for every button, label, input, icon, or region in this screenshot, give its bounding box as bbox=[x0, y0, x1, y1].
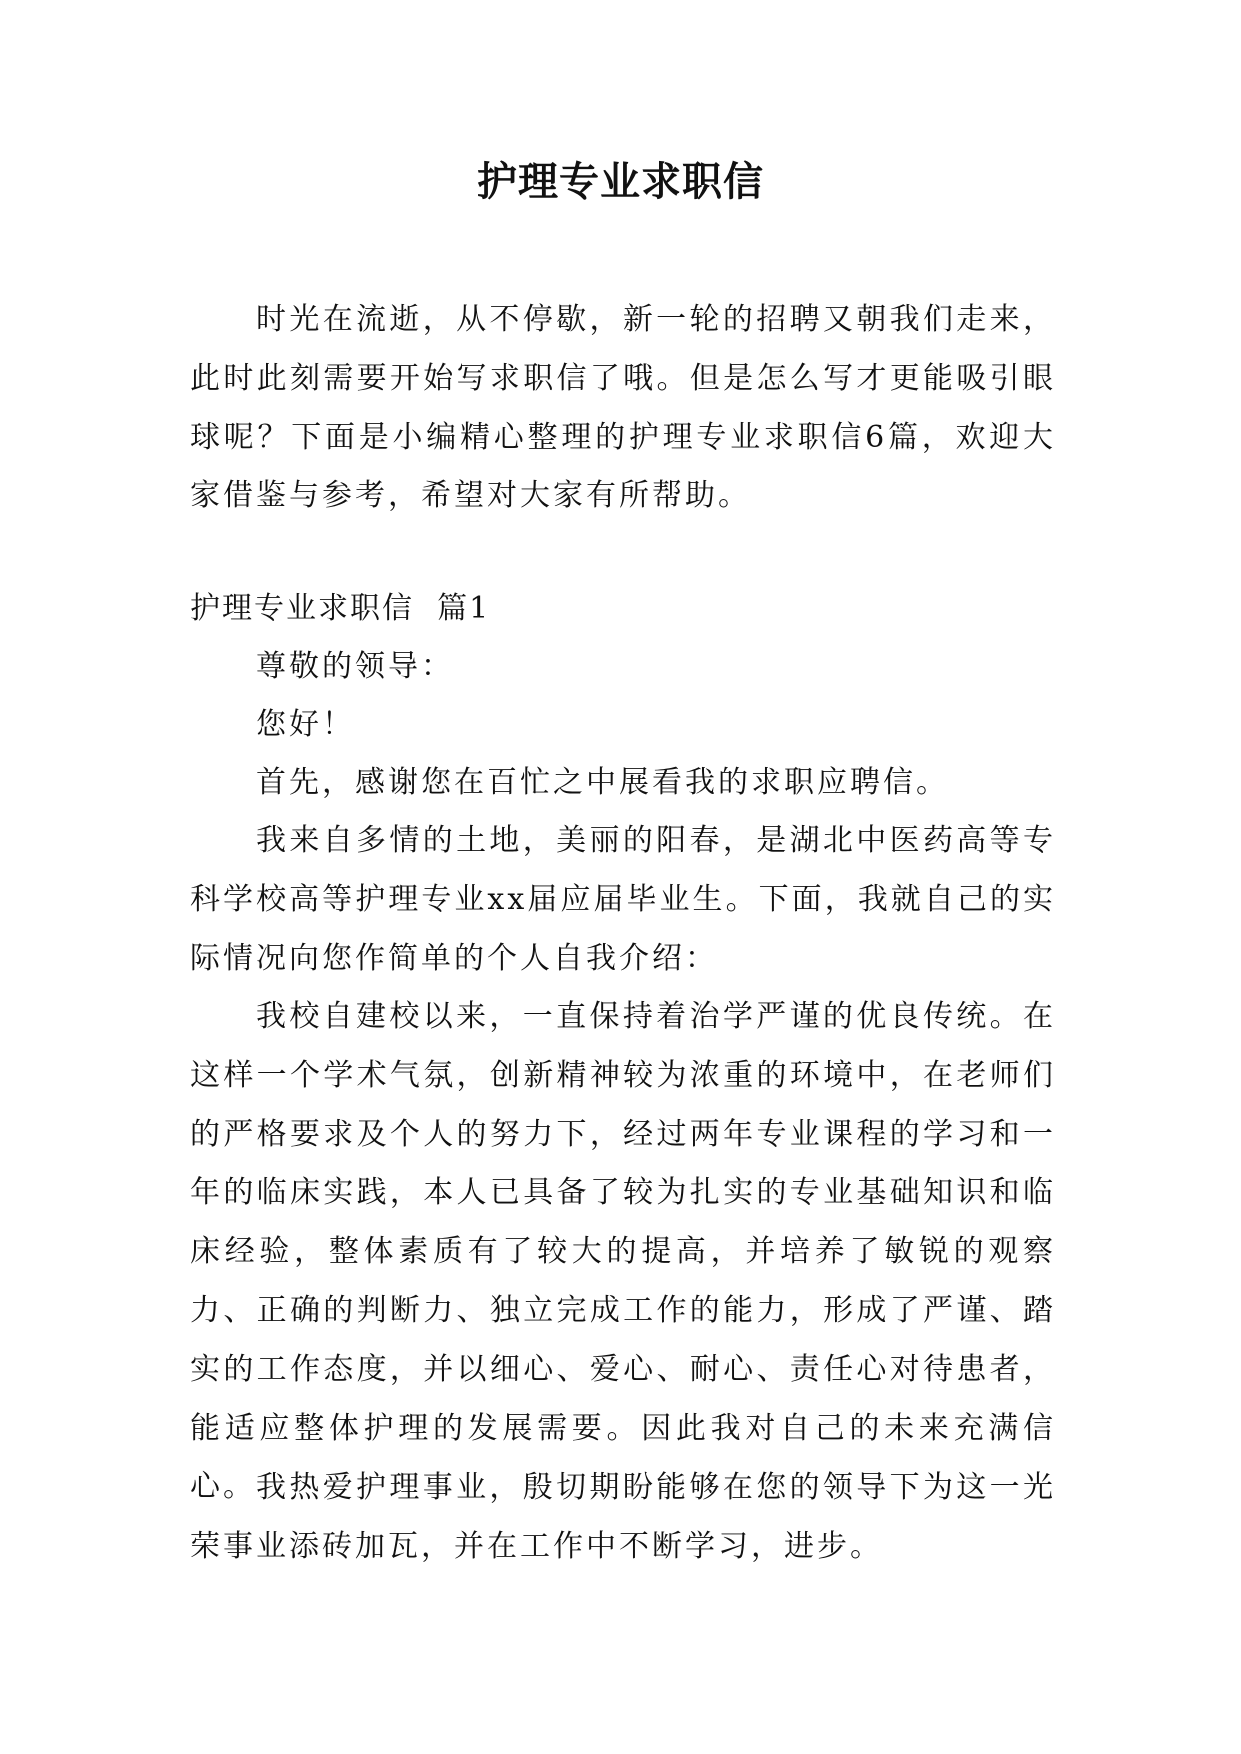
body-paragraph-4: 我热爱护理事业，殷切期盼能够在您的领导下为这一光荣事业添砖加瓦，并在工作中不断学习，进步。 bbox=[190, 1470, 1056, 1564]
body-paragraph-1: 首先，感谢您在百忙之中展看我的求职应聘信。 bbox=[256, 765, 949, 800]
section-heading: 护理专业求职信 篇1 bbox=[190, 591, 491, 626]
salutation: 尊敬的领导： bbox=[256, 649, 454, 684]
document-title: 护理专业求职信 bbox=[477, 158, 764, 205]
body-paragraph-3: 我校自建校以来，一直保持着治学严谨的优良传统。在这样一个学术气氛，创新精神较为浓重的环境中，在老师们的严格要求及个人的努力下，经过两年专业课程的学习和一年的临床实践，本人已具备了较为扎实的专业基础知识和临床经验，整体素质有了较大的提高，并培养了敏锐的观察力、正确的判断力、独立完成工作的能力，形成了严谨、踏实的工作态度，并以细心、爱心、耐心、责任心对待患者，能适应整体护理的发展需要。因此我对自己的未来充满信心。 bbox=[190, 999, 1056, 1505]
intro-paragraph: 时光在流逝，从不停歇，新一轮的招聘又朝我们走来，此时此刻需要开始写求职信了哦。但是怎么写才更能吸引眼球呢？下面是小编精心整理的护理专业求职信6篇，欢迎大家借鉴与参考，希望对大家有所帮助。 bbox=[190, 302, 1056, 514]
greeting: 您好！ bbox=[256, 707, 355, 742]
body-paragraph-2: 我来自多情的土地，美丽的阳春，是湖北中医药高等专科学校高等护理专业xx届应届毕业生。下面，我就自己的实际情况向您作简单的个人自我介绍： bbox=[190, 823, 1056, 976]
